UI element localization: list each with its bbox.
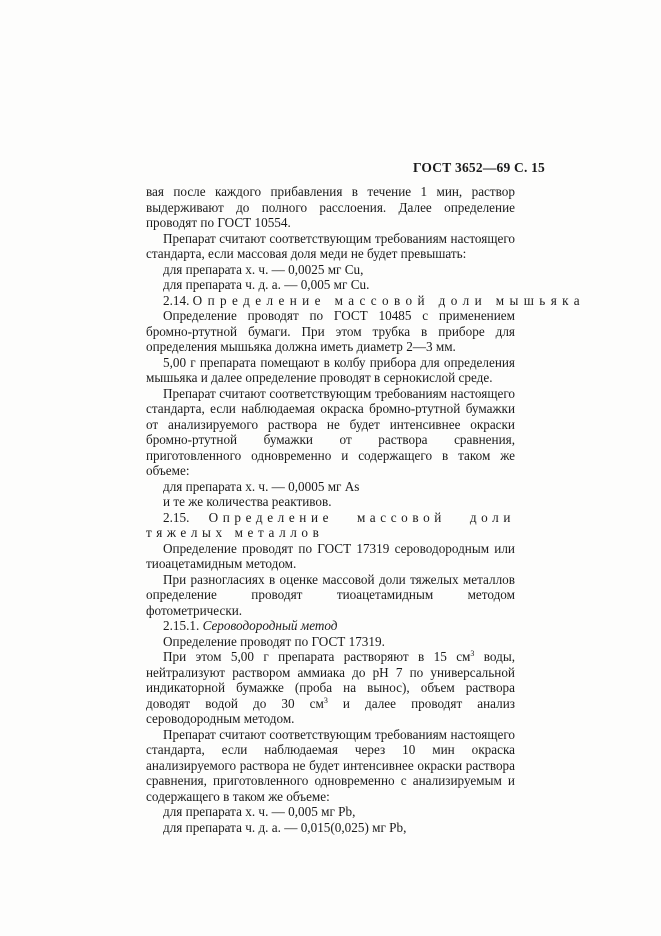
paragraph-copper-requirement: Препарат считают соответствующим требованиям настоящего стандарта, если массовая доля меди не будет превышать:	[146, 230, 515, 261]
arsenic-reagents-note: и те же количества реактивов.	[163, 494, 332, 509]
section-2-14-title: Определение массовой доли мышьяка	[192, 292, 586, 308]
arsenic-limit-chemically-pure: для препарата х. ч. — 0,0005 мг As	[163, 478, 360, 494]
cubic-superscript-1: 3	[470, 649, 475, 658]
section-2-14-heading	[146, 292, 586, 309]
paragraph-hydrogen-sulfide-method: Определение проводят по ГОСТ 17319.	[163, 633, 385, 649]
paragraph-arsenic-method: Определение проводят по ГОСТ 10485 с применением бромно-ртутной бумаги. При этом трубка в приборе для определения мышьяка должна иметь диаметр 2—3 мм.	[146, 308, 515, 354]
paragraph-sample-preparation	[146, 649, 515, 727]
copper-limit-chemically-pure: для препарата х. ч. — 0,0025 мг Cu,	[163, 261, 364, 277]
paragraph-lead-requirement: Препарат считают соответствующим требованиям настоящего стандарта, если наблюдаемая через 10 мин окраска анализируемого раствора не будет интенсивнее окраски раствора сравнения, приготовленного одновременно с анализируемым и содержащего в таком же объеме:	[146, 726, 515, 804]
section-2-15-title: Определение массовой доли тяжелых металлов	[146, 509, 515, 540]
section-2-15-1-title: Сероводородный метод	[202, 618, 338, 633]
paragraph-heavy-metals-method: Определение проводят по ГОСТ 17319 сероводородным или тиоацетамидным методом.	[146, 540, 515, 571]
section-2-15-number: 2.15.	[163, 509, 190, 525]
sample-prep-text-2: воды, нейтрализуют раствором аммиака до pH 7 по универсальной индикаторной бумажке (проба на вынос), объем раствора доводят водой до 30 см	[146, 649, 515, 711]
page-header: ГОСТ 3652—69 С. 15	[412, 160, 545, 175]
section-2-14-number: 2.14.	[163, 292, 190, 308]
paragraph-arsenic-sample: 5,00 г препарата помещают в колбу прибора для определения мышьяка и далее определение проводят в сернокислой среде.	[146, 354, 515, 385]
page-body	[146, 184, 586, 835]
copper-limit-analytical-grade: для препарата ч. д. а. — 0,005 мг Cu.	[163, 277, 370, 292]
lead-limit-analytical-grade: для препарата ч. д. а. — 0,015(0,025) мг Pb,	[163, 819, 407, 835]
section-2-15-1-heading	[146, 618, 515, 634]
cubic-superscript-2: 3	[323, 695, 328, 705]
section-2-15-heading	[146, 510, 515, 541]
lead-limit-chemically-pure: для препарата х. ч. — 0,005 мг Pb,	[163, 804, 356, 819]
sample-prep-text-3: и далее проводят анализ сероводородным методом.	[146, 695, 516, 726]
paragraph-arsenic-requirement: Препарат считают соответствующим требованиям настоящего стандарта, если наблюдаемая окраска бромно-ртутной бумажки от анализируемого раствора не будет интенсивнее окраски бромно-ртутной бумажки от раствора сравнения, приготовленного одновременно и содержащего в таком же объеме:	[146, 385, 515, 478]
paragraph-continuation: вая после каждого прибавления в течение 1 мин, раствор выдерживают до полного расслоения. Далее определение проводят по ГОСТ 10554.	[146, 184, 515, 230]
paragraph-heavy-metals-dispute: При разногласиях в оценке массовой доли тяжелых металлов определение проводят тиоацетамидным методом фотометрически.	[146, 571, 515, 618]
section-2-15-1-number: 2.15.1.	[163, 618, 200, 633]
sample-prep-text-1: При этом 5,00 г препарата растворяют в 15 см	[163, 649, 471, 664]
